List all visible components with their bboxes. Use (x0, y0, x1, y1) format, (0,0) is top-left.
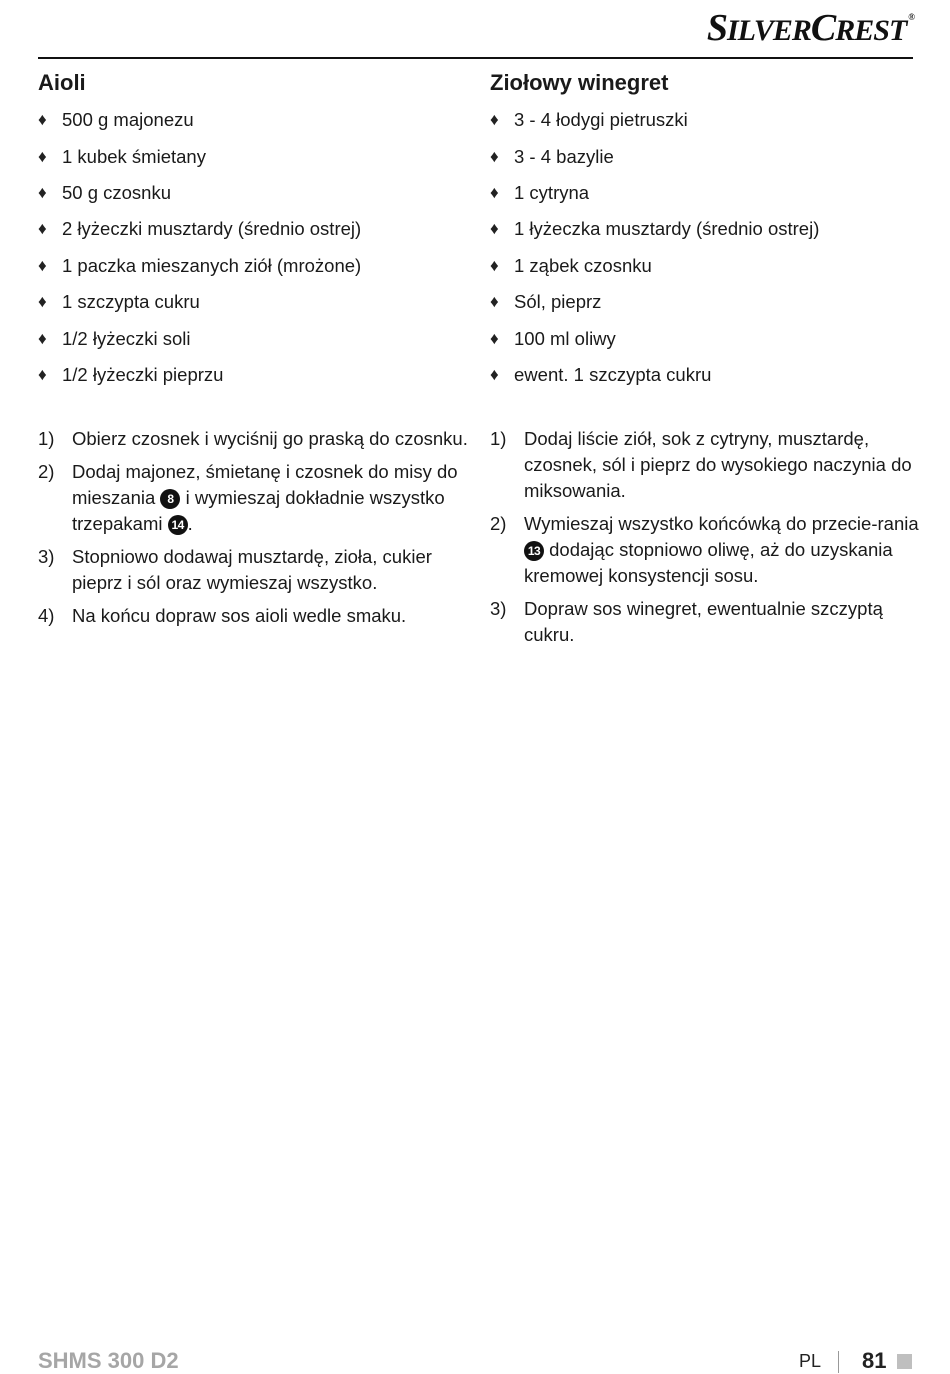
ingredient-item (38, 138, 468, 174)
step-text-part: dodając stopniowo oliwę, aż do uzyskania kremowej konsystencji sosu. (524, 539, 893, 586)
section-title: Ziołowy winegret (490, 70, 669, 95)
ingredient-text: 1 cytryna (514, 181, 590, 203)
ingredient-item (490, 175, 920, 211)
ingredient-item (490, 138, 920, 174)
ingredient-item (490, 248, 920, 284)
instruction-step (490, 596, 920, 648)
ingredient-item (38, 102, 468, 138)
ingredient-list (490, 102, 920, 393)
ingredient-item (490, 357, 920, 393)
ingredient-text: 2 łyżeczki musztardy (średnio ostrej) (62, 218, 362, 240)
instruction-step (38, 603, 468, 629)
step-number: 4) (38, 605, 55, 626)
ingredient-item (490, 320, 920, 356)
step-text: Dodaj liście ziół, sok z cytryny, musztardę, czosnek, sól i pieprz do wysokiego naczynia do miksowania. (524, 428, 912, 501)
diamond-bullet-icon: ♦ (490, 110, 499, 130)
ingredient-text: 50 g czosnku (62, 181, 172, 203)
ingredient-text: 1 ząbek czosnku (514, 254, 652, 276)
logo-letters: ILVER (726, 14, 811, 47)
logo-letter: S (706, 7, 727, 49)
ingredient-text: Sól, pieprz (514, 291, 602, 313)
ingredient-list (38, 102, 468, 393)
section-title: Aioli (38, 70, 86, 95)
step-text: Na końcu dopraw sos aioli wedle smaku. (72, 605, 407, 626)
diamond-bullet-icon: ♦ (38, 255, 47, 275)
step-text-part: i wymieszaj dokładnie wszystko trzepakami (72, 487, 445, 534)
diamond-bullet-icon: ♦ (490, 255, 499, 275)
ingredient-text: 1 łyżeczka musztardy (średnio ostrej) (514, 218, 820, 240)
ingredient-text: 3 - 4 bazylie (514, 145, 614, 167)
ingredient-item (38, 248, 468, 284)
step-text: Dopraw sos winegret, ewentualnie szczyptą cukru. (524, 598, 883, 645)
ingredient-item (38, 357, 468, 393)
ingredient-text: 1/2 łyżeczki soli (62, 327, 191, 349)
diamond-bullet-icon: ♦ (490, 182, 499, 202)
language-code: PL (799, 1351, 822, 1371)
square-marker-icon (897, 1354, 912, 1369)
instruction-step (38, 459, 468, 537)
part-reference-badge: 14 (168, 515, 188, 535)
ingredient-text: 1 kubek śmietany (62, 145, 206, 167)
ingredient-text: 1 szczypta cukru (62, 291, 200, 313)
step-text (524, 511, 920, 589)
ingredient-text: 3 - 4 łodygi pietruszki (514, 109, 688, 131)
step-number: 2) (38, 461, 55, 482)
diamond-bullet-icon: ♦ (38, 110, 47, 130)
diamond-bullet-icon: ♦ (38, 328, 47, 348)
step-text-part: Wymieszaj wszystko końcówką do przecie-rania (524, 513, 919, 534)
step-text-part: . (187, 513, 193, 534)
footer-divider (838, 1351, 839, 1373)
header-divider (38, 57, 913, 59)
instruction-step (490, 511, 920, 589)
ingredient-text: 1/2 łyżeczki pieprzu (62, 363, 224, 385)
vinaigrette-section (490, 68, 920, 645)
diamond-bullet-icon: ♦ (38, 292, 47, 312)
step-number: 3) (490, 598, 507, 619)
diamond-bullet-icon: ♦ (38, 182, 47, 202)
ingredient-text: 1 paczka mieszanych ziół (mrożone) (62, 254, 362, 276)
step-text: Stopniowo dodawaj musztardę, zioła, cukier pieprz i sól oraz wymieszaj wszystko. (72, 546, 432, 593)
ingredient-item (490, 211, 920, 247)
instruction-step (38, 426, 468, 452)
step-text (72, 459, 468, 537)
instruction-step (38, 544, 468, 596)
diamond-bullet-icon: ♦ (38, 146, 47, 166)
ingredient-item (38, 211, 468, 247)
diamond-bullet-icon: ♦ (490, 328, 499, 348)
ingredient-text: ewent. 1 szczypta cukru (514, 363, 712, 385)
aioli-section (38, 68, 468, 626)
logo-letter: C (810, 7, 836, 49)
step-number: 2) (490, 513, 507, 534)
diamond-bullet-icon: ♦ (490, 364, 499, 384)
instruction-step (490, 426, 920, 504)
diamond-bullet-icon: ♦ (38, 364, 47, 384)
diamond-bullet-icon: ♦ (490, 292, 499, 312)
part-reference-badge: 8 (160, 489, 180, 509)
ingredient-text: 500 g majonezu (62, 109, 194, 131)
page-number: 81 (862, 1348, 887, 1373)
registered-mark: ® (908, 12, 914, 22)
diamond-bullet-icon: ♦ (490, 146, 499, 166)
logo-letters: REST (835, 14, 907, 47)
instruction-list (490, 426, 920, 655)
ingredient-item (490, 102, 920, 138)
step-text: Obierz czosnek i wyciśnij go praską do czosnku. (72, 428, 468, 449)
part-reference-badge: 13 (524, 541, 544, 561)
step-number: 1) (38, 428, 55, 449)
ingredient-text: 100 ml oliwy (514, 327, 616, 349)
ingredient-item (38, 284, 468, 320)
diamond-bullet-icon: ♦ (490, 219, 499, 239)
instruction-list (38, 426, 468, 636)
ingredient-item (490, 284, 920, 320)
model-number: SHMS 300 D2 (38, 1348, 179, 1373)
ingredient-item (38, 320, 468, 356)
silvercrest-logo (707, 6, 914, 50)
ingredient-item (38, 175, 468, 211)
step-number: 3) (38, 546, 55, 567)
step-number: 1) (490, 428, 507, 449)
diamond-bullet-icon: ♦ (38, 219, 47, 239)
step-text-part: Dodaj majonez, śmietanę i czosnek do misy do mieszania (72, 461, 458, 508)
